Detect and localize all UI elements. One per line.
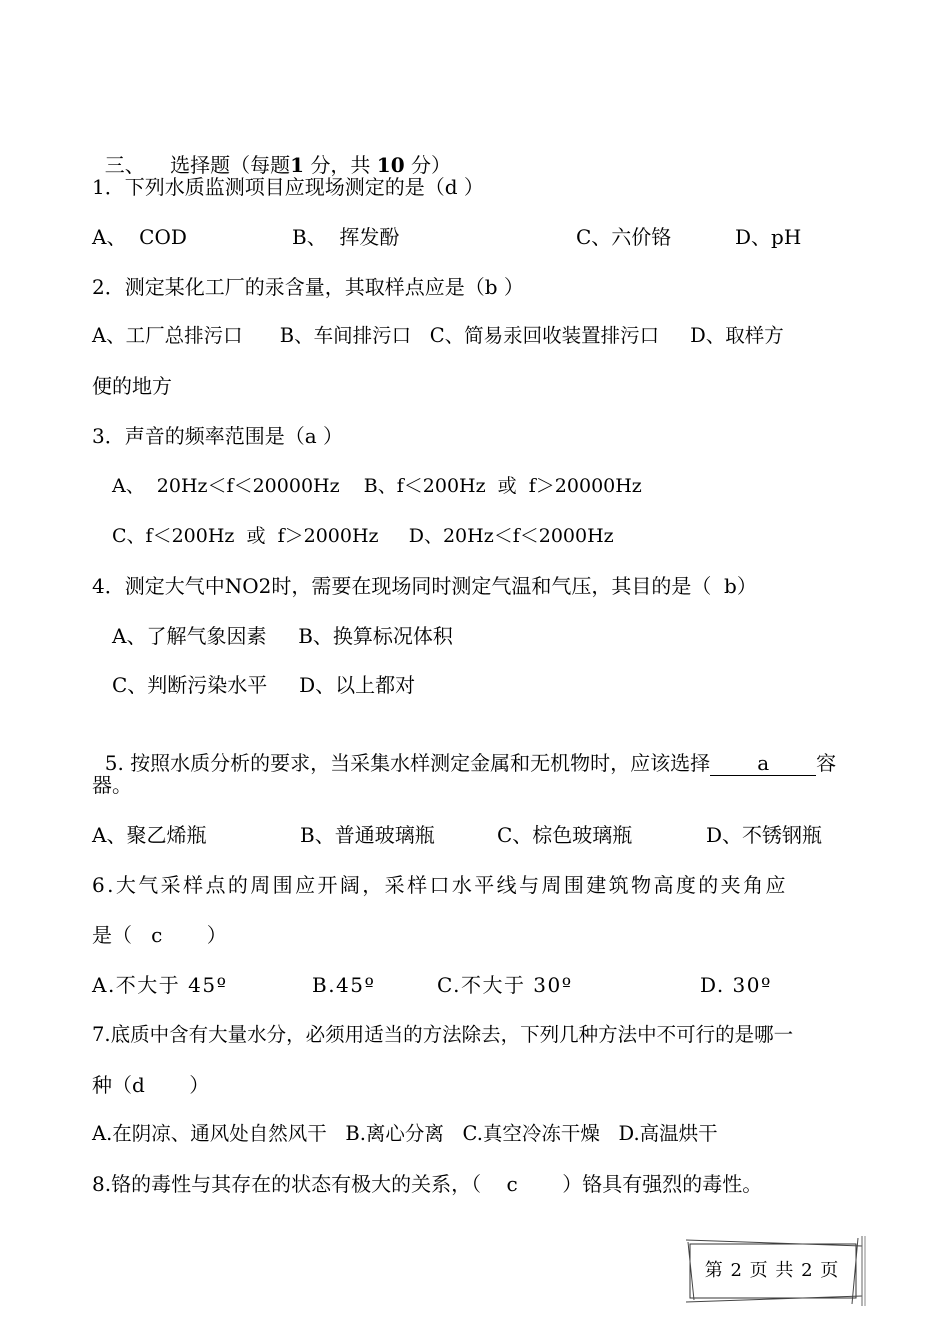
question-3-options-line-2: C、f＜200Hz 或 f＞2000Hz D、20Hz＜f＜2000Hz — [112, 525, 614, 547]
question-4-options-line-2: C、判断污染水平 D、以上都对 — [112, 673, 416, 697]
question-4-options-line-1: A、了解气象因素 B、换算标况体积 — [112, 624, 453, 648]
question-1-option-d: D、pH — [735, 225, 802, 249]
question-6-option-d: D. 30º — [700, 973, 772, 997]
question-5-option-a: A、聚乙烯瓶 — [92, 823, 207, 847]
section-number: 三、 — [104, 153, 145, 177]
question-1-stem: 1．下列水质监测项目应现场测定的是（d ） — [92, 175, 484, 199]
section-title: 选择题（每题 — [170, 153, 291, 177]
question-2-stem: 2．测定某化工厂的汞含量，其取样点应是（b ） — [92, 275, 524, 299]
question-5-stem-line-2: 器。 — [92, 773, 132, 797]
question-5-stem-before: 5. 按照水质分析的要求，当采集水样测定金属和无机物时，应该选择 — [104, 751, 711, 775]
question-8-stem: 8.铬的毒性与其存在的状态有极大的关系，（ c ）铬具有强烈的毒性。 — [92, 1172, 763, 1196]
page-number-text: 第 2 页 共 2 页 — [704, 1260, 840, 1281]
question-3-options-line-1: A、 20Hz＜f＜20000Hz B、f＜200Hz 或 f＞20000Hz — [112, 475, 642, 497]
page-number-box — [686, 1236, 866, 1306]
question-6-stem-line-2: 是（ c ） — [92, 923, 227, 947]
question-7-stem-line-1: 7.底质中含有大量水分，必须用适当的方法除去，下列几种方法中不可行的是哪一 — [92, 1023, 794, 1046]
section-end: 分） — [411, 153, 451, 177]
question-7-stem-line-2: 种（d ） — [92, 1073, 210, 1097]
question-2-options-line-1: A、工厂总排污口 B、车间排污口 C、简易汞回收装置排污口 D、取样方 — [92, 324, 784, 347]
question-6-option-c: C.不大于 30º — [437, 973, 573, 997]
question-7-options-line-1: A.在阴凉、通风处自然风干 B.离心分离 C.真空冷冻干燥 D.高温烘干 — [92, 1122, 718, 1145]
question-2-options-line-2: 便的地方 — [92, 374, 172, 398]
section-total: 10 — [376, 153, 405, 177]
question-5-answer-blank: a — [710, 751, 816, 776]
question-5-stem — [92, 721, 837, 775]
question-6-stem-line-1: 6.大气采样点的周围应开阔，采样口水平线与周围建筑物高度的夹角应 — [92, 873, 788, 897]
section-heading — [92, 123, 451, 177]
question-6-option-b: B.45º — [312, 973, 376, 997]
section-mid: 分，共 — [310, 153, 371, 177]
question-5-option-b: B、普通玻璃瓶 — [300, 823, 435, 847]
question-4-stem: 4．测定大气中NO2时，需要在现场同时测定气温和气压，其目的是（ b） — [92, 574, 757, 598]
question-3-stem: 3．声音的频率范围是（a ） — [92, 424, 344, 448]
question-6-option-a: A.不大于 45º — [92, 973, 228, 997]
question-5-stem-after: 容 — [816, 751, 837, 775]
question-5-option-d: D、不锈钢瓶 — [706, 823, 823, 847]
question-1-option-a: A、 COD — [92, 225, 187, 249]
question-1-option-b: B、 挥发酚 — [292, 225, 400, 249]
question-1-option-c: C、六价铬 — [576, 225, 672, 249]
section-points-each: 1 — [290, 153, 305, 177]
question-5-option-c: C、棕色玻璃瓶 — [497, 823, 633, 847]
